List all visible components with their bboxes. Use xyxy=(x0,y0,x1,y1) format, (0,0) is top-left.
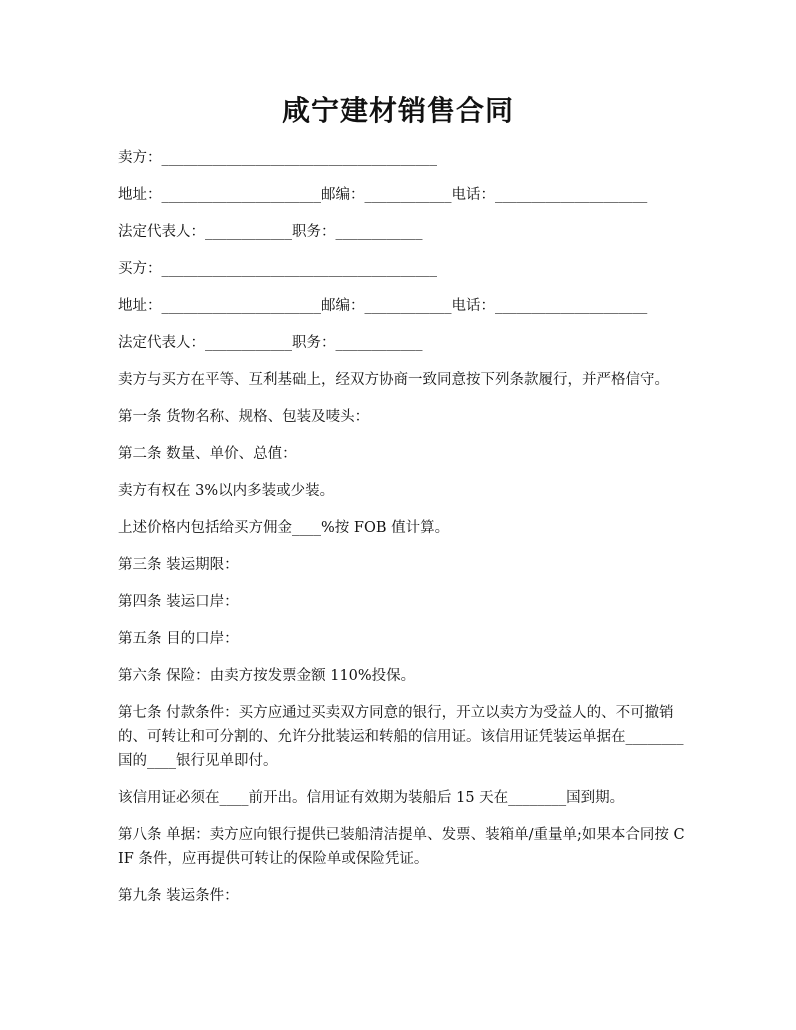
article-2: 第二条 数量、单价、总值： xyxy=(118,446,297,462)
article-9: 第九条 装运条件： xyxy=(118,888,239,904)
seller-name-line: 卖方：______________________________________ xyxy=(118,150,437,166)
article-6: 第六条 保险：由卖方按发票金额 110%投保。 xyxy=(118,668,416,684)
article-7: 第七条 付款条件：买方应通过买卖双方同意的银行，开立以卖方为受益人的、不可撤销的、可转让和可分割的、允许分批装运和转船的信用证。该信用证凭装运单据在________国的____银行见单即付。 xyxy=(118,705,684,769)
buyer-address-line: 地址：______________________邮编：____________电话：_____________________ xyxy=(118,298,648,314)
document-body xyxy=(118,146,686,921)
article-1: 第一条 货物名称、规格、包装及唛头： xyxy=(118,409,370,425)
buyer-name-line: 买方：______________________________________ xyxy=(118,261,437,277)
seller-representative-line: 法定代表人：____________职务：____________ xyxy=(118,224,423,240)
seller-address-line: 地址：______________________邮编：____________电话：_____________________ xyxy=(118,187,648,203)
article-4: 第四条 装运口岸： xyxy=(118,594,239,610)
buyer-representative-line: 法定代表人：____________职务：____________ xyxy=(118,335,423,351)
preamble-paragraph: 卖方与买方在平等、互利基础上，经双方协商一致同意按下列条款履行，并严格信守。 xyxy=(118,372,669,388)
letter-of-credit-paragraph: 该信用证必须在____前开出。信用证有效期为装船后 15 天在________国到期。 xyxy=(118,790,625,806)
document-title: 咸宁建材销售合同 xyxy=(281,94,514,127)
article-3: 第三条 装运期限： xyxy=(118,557,239,573)
article-5: 第五条 目的口岸： xyxy=(118,631,239,647)
quantity-tolerance-paragraph: 卖方有权在 3%以内多装或少装。 xyxy=(118,483,335,499)
article-8: 第八条 单据：卖方应向银行提供已装船清洁提单、发票、装箱单/重量单;如果本合同按 CIF 条件，应再提供可转让的保险单或保险凭证。 xyxy=(118,827,685,867)
commission-paragraph: 上述价格内包括给买方佣金____%按 FOB 值计算。 xyxy=(118,520,450,536)
